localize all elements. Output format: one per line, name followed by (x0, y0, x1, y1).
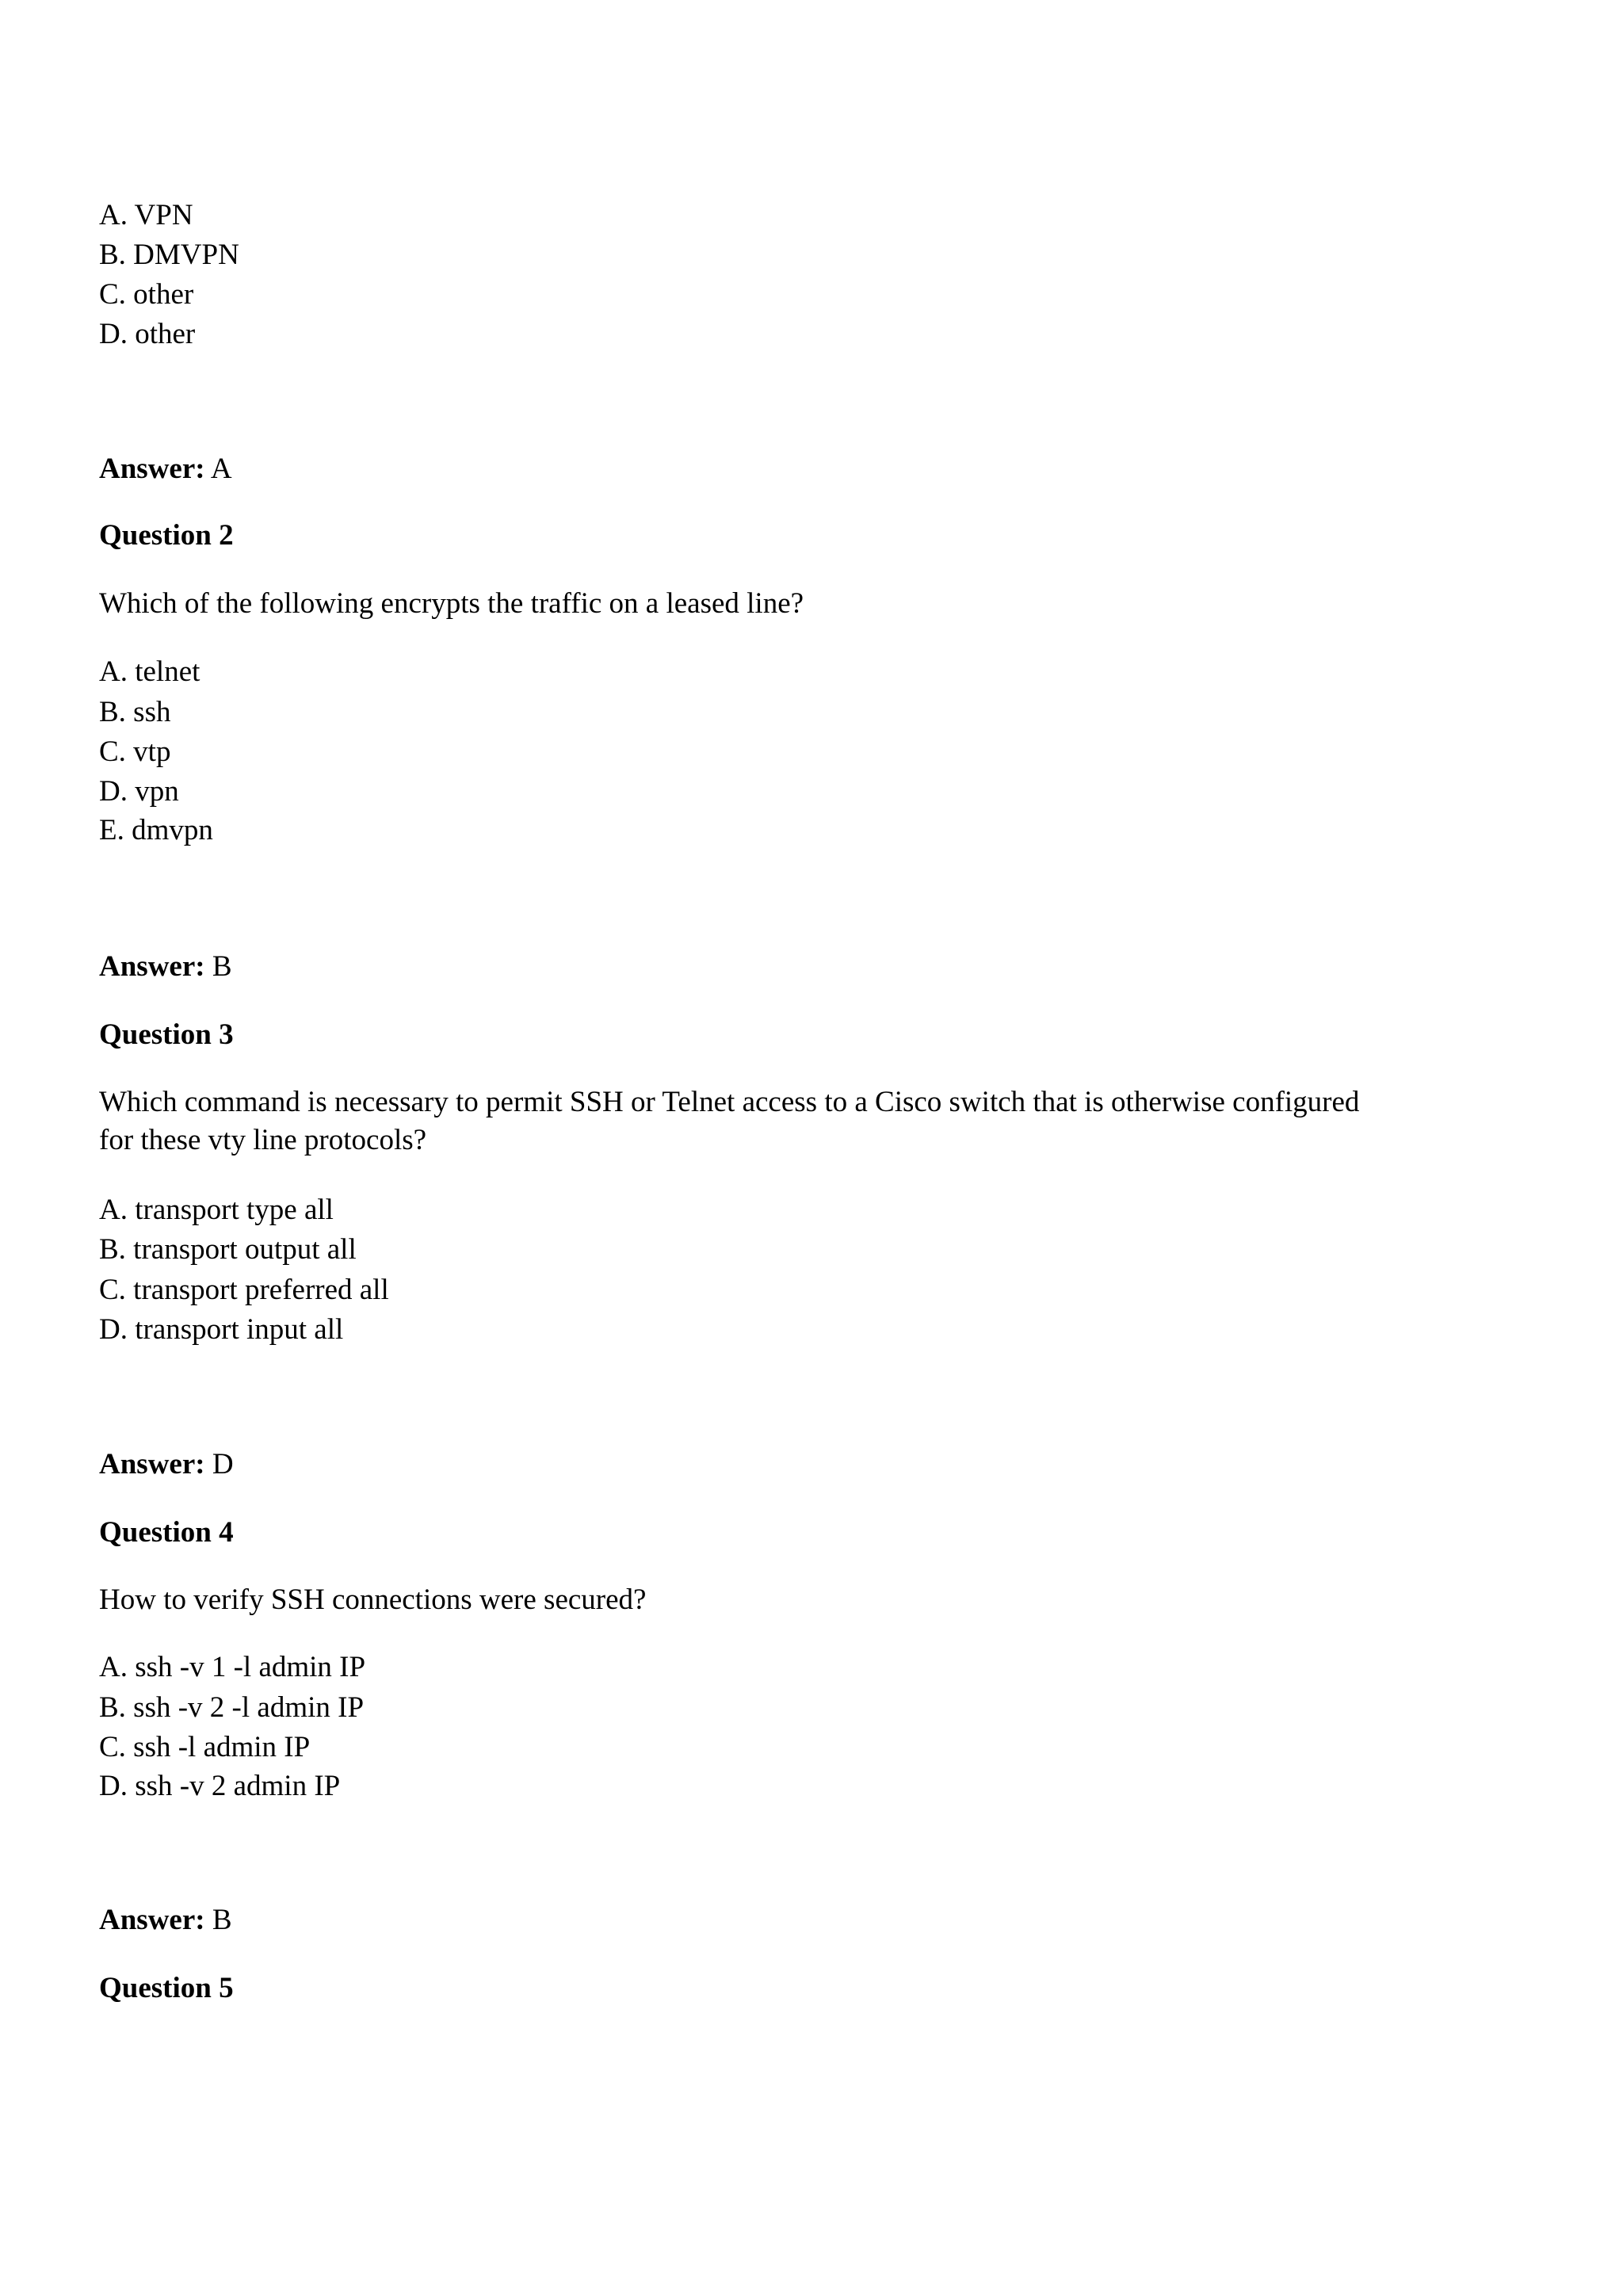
q3-title: Question 3 (99, 1018, 234, 1051)
q1-option-c: C. other (99, 278, 194, 311)
q4-text: How to verify SSH connections were secured? (99, 1584, 647, 1616)
q3-answer-value: D (212, 1448, 234, 1480)
q1-answer (99, 452, 232, 487)
q2-answer (99, 949, 232, 984)
q1-answer-label: Answer: (99, 453, 205, 485)
q2-option-d: D. vpn (99, 775, 179, 808)
q5-title: Question 5 (99, 1972, 234, 2004)
q3-text-line1: Which command is necessary to permit SSH or Telnet access to a Cisco switch that is otherwise configured (99, 1086, 1360, 1118)
q4-option-d: D. ssh -v 2 admin IP (99, 1770, 341, 1802)
q4-option-a: A. ssh -v 1 -l admin IP (99, 1651, 366, 1683)
q2-option-b: B. ssh (99, 696, 171, 728)
q2-option-c: C. vtp (99, 735, 171, 768)
q3-option-d: D. transport input all (99, 1313, 344, 1346)
q4-answer-label: Answer: (99, 1904, 205, 1936)
q1-answer-value: A (210, 453, 232, 485)
q1-option-d: D. other (99, 318, 196, 350)
q3-option-a: A. transport type all (99, 1194, 334, 1226)
q2-text: Which of the following encrypts the traffic on a leased line? (99, 587, 804, 620)
q4-answer-value: B (212, 1904, 232, 1936)
q1-option-a: A. VPN (99, 199, 193, 231)
q4-title: Question 4 (99, 1516, 234, 1549)
q3-answer (99, 1447, 234, 1482)
q2-answer-value: B (212, 950, 232, 983)
q4-answer (99, 1903, 232, 1938)
q4-option-b: B. ssh -v 2 -l admin IP (99, 1691, 365, 1724)
q2-answer-label: Answer: (99, 950, 205, 983)
q3-option-b: B. transport output all (99, 1233, 357, 1266)
q1-option-b: B. DMVPN (99, 239, 239, 271)
q2-option-e: E. dmvpn (99, 814, 213, 846)
q3-answer-label: Answer: (99, 1448, 205, 1480)
q3-text-line2: for these vty line protocols? (99, 1124, 427, 1156)
q2-option-a: A. telnet (99, 655, 200, 688)
q3-option-c: C. transport preferred all (99, 1274, 389, 1306)
q4-option-c: C. ssh -l admin IP (99, 1731, 311, 1763)
q2-title: Question 2 (99, 519, 234, 552)
